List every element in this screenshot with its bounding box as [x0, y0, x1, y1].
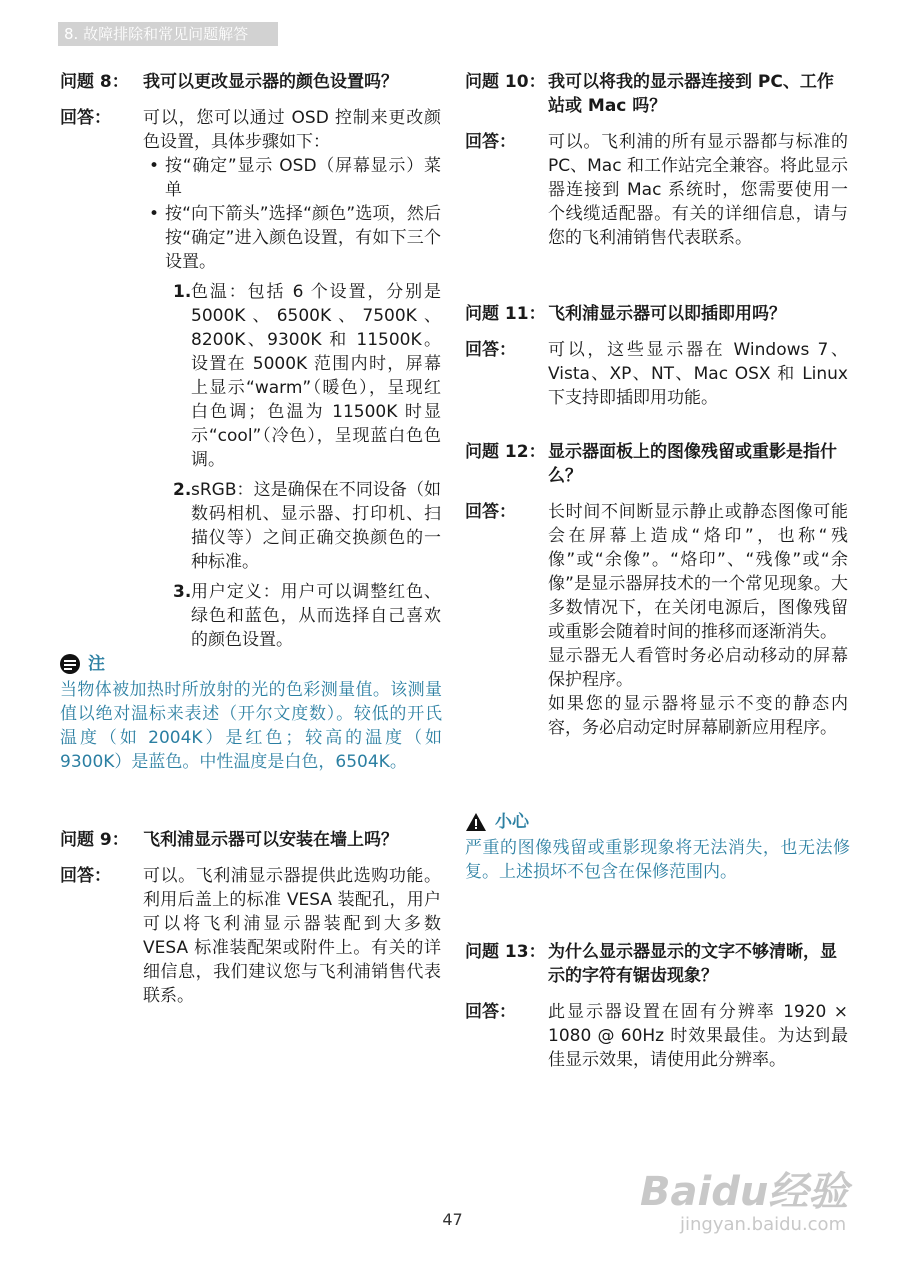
- answer-label: 回答：: [465, 340, 516, 360]
- numbered-item: 2. sRGB：这是确保在不同设备（如数码相机、显示器、打印机、扫描仪等）之间正确交换颜色的一种标准。: [173, 480, 441, 572]
- faq-q9: [60, 828, 445, 1008]
- faq-q13: [465, 940, 850, 1072]
- question-title: 飞利浦显示器可以安装在墙上吗？: [143, 830, 398, 850]
- caution-text: 严重的图像残留或重影现象将无法消失，也无法修复。上述损坏不包含在保修范围内。: [465, 838, 850, 882]
- answer-text: 可以，这些显示器在 Windows 7、Vista、XP、NT、Mac OSX 和 Linux 下支持即插即用功能。: [548, 340, 848, 408]
- faq-q11: [465, 302, 850, 410]
- watermark-logo: Baidu经验: [640, 1169, 849, 1215]
- question-label: 问题 10：: [465, 72, 546, 92]
- answer-text: 可以，您可以通过 OSD 控制来更改颜色设置，具体步骤如下：: [143, 108, 441, 152]
- answer-label: 回答：: [60, 108, 111, 128]
- question-label: 问题 12：: [465, 442, 546, 462]
- note-title: 注: [88, 654, 105, 674]
- answer-label: 回答：: [60, 866, 111, 886]
- numbered-item: 1. 色温：包括 6 个设置，分别是 5000K、6500K、7500K、8200K、9300K 和 11500K。设置在 5000K 范围内时，屏幕上显示“warm”（暖色），呈现红白色调；色温为 11500K 时显示“cool”（冷色），呈现蓝白色色调。: [173, 282, 441, 470]
- question-title: 显示器面板上的图像残留或重影是指什么？: [548, 442, 837, 486]
- question-label: 问题 11：: [465, 304, 546, 324]
- question-title: 为什么显示器显示的文字不够清晰，显示的字符有锯齿现象？: [548, 942, 837, 986]
- bullet-item: • 按“向下箭头”选择“颜色”选项，然后按“确定”进入颜色设置，有如下三个设置。: [143, 202, 441, 274]
- answer-text: 长时间不间断显示静止或静态图像可能会在屏幕上造成“烙印”，也称“残像”或“余像”。“烙印”、“残像”或“余像”是显示器屏技术的一个常见现象。大多数情况下，在关闭电源后，图像残留或重影会随着时间的推移而逐渐消失。: [548, 502, 848, 642]
- faq-q10: [465, 70, 850, 250]
- answer-label: 回答：: [465, 132, 516, 152]
- faq-q12: [465, 440, 850, 740]
- answer-text: 显示器无人看管时务必启动移动的屏幕保护程序。: [548, 646, 848, 690]
- answer-text: 此显示器设置在固有分辨率 1920 × 1080 @ 60Hz 时效果最佳。为达到最佳显示效果，请使用此分辨率。: [548, 1002, 848, 1070]
- question-label: 问题 13：: [465, 942, 546, 962]
- note-box: [60, 652, 442, 774]
- numbered-item: 3. 用户定义：用户可以调整红色、绿色和蓝色，从而选择自己喜欢的颜色设置。: [173, 582, 441, 650]
- question-title: 我可以更改显示器的颜色设置吗？: [143, 72, 398, 92]
- bullet-item: • 按“确定”显示 OSD（屏幕显示）菜单: [143, 154, 441, 202]
- answer-label: 回答：: [465, 1002, 516, 1022]
- note-text: 当物体被加热时所放射的光的色彩测量值。该测量值以绝对温标来表述（开尔文度数）。较低的开氏温度（如 2004K）是红色；较高的温度（如 9300K）是蓝色。中性温度是白色，6504K。: [60, 680, 442, 772]
- section-header: 8. 故障排除和常见问题解答: [58, 22, 278, 46]
- answer-label: 回答：: [465, 502, 516, 522]
- warning-icon: [465, 812, 487, 832]
- caution-box: [465, 810, 850, 884]
- faq-q8: [60, 70, 445, 652]
- caution-title: 小心: [495, 812, 529, 832]
- watermark-url: jingyan.baidu.com: [680, 1214, 847, 1235]
- question-label: 问题 9：: [60, 830, 129, 850]
- page-number: 47: [442, 1210, 463, 1229]
- answer-text: 如果您的显示器将显示不变的静态内容，务必启动定时屏幕刷新应用程序。: [548, 694, 848, 738]
- question-title: 飞利浦显示器可以即插即用吗？: [548, 304, 786, 324]
- answer-text: 可以。飞利浦显示器提供此选购功能。利用后盖上的标准 VESA 装配孔，用户可以将飞利浦显示器装配到大多数 VESA 标准装配架或附件上。有关的详细信息，我们建议您与飞利浦销售代表联系。: [143, 866, 441, 1006]
- question-title: 我可以将我的显示器连接到 PC、工作站或 Mac 吗？: [548, 72, 834, 116]
- note-icon: [60, 654, 80, 674]
- answer-text: 可以。飞利浦的所有显示器都与标准的 PC、Mac 和工作站完全兼容。将此显示器连接到 Mac 系统时，您需要使用一个线缆适配器。有关的详细信息，请与您的飞利浦销售代表联系。: [548, 132, 848, 248]
- question-label: 问题 8：: [60, 72, 129, 92]
